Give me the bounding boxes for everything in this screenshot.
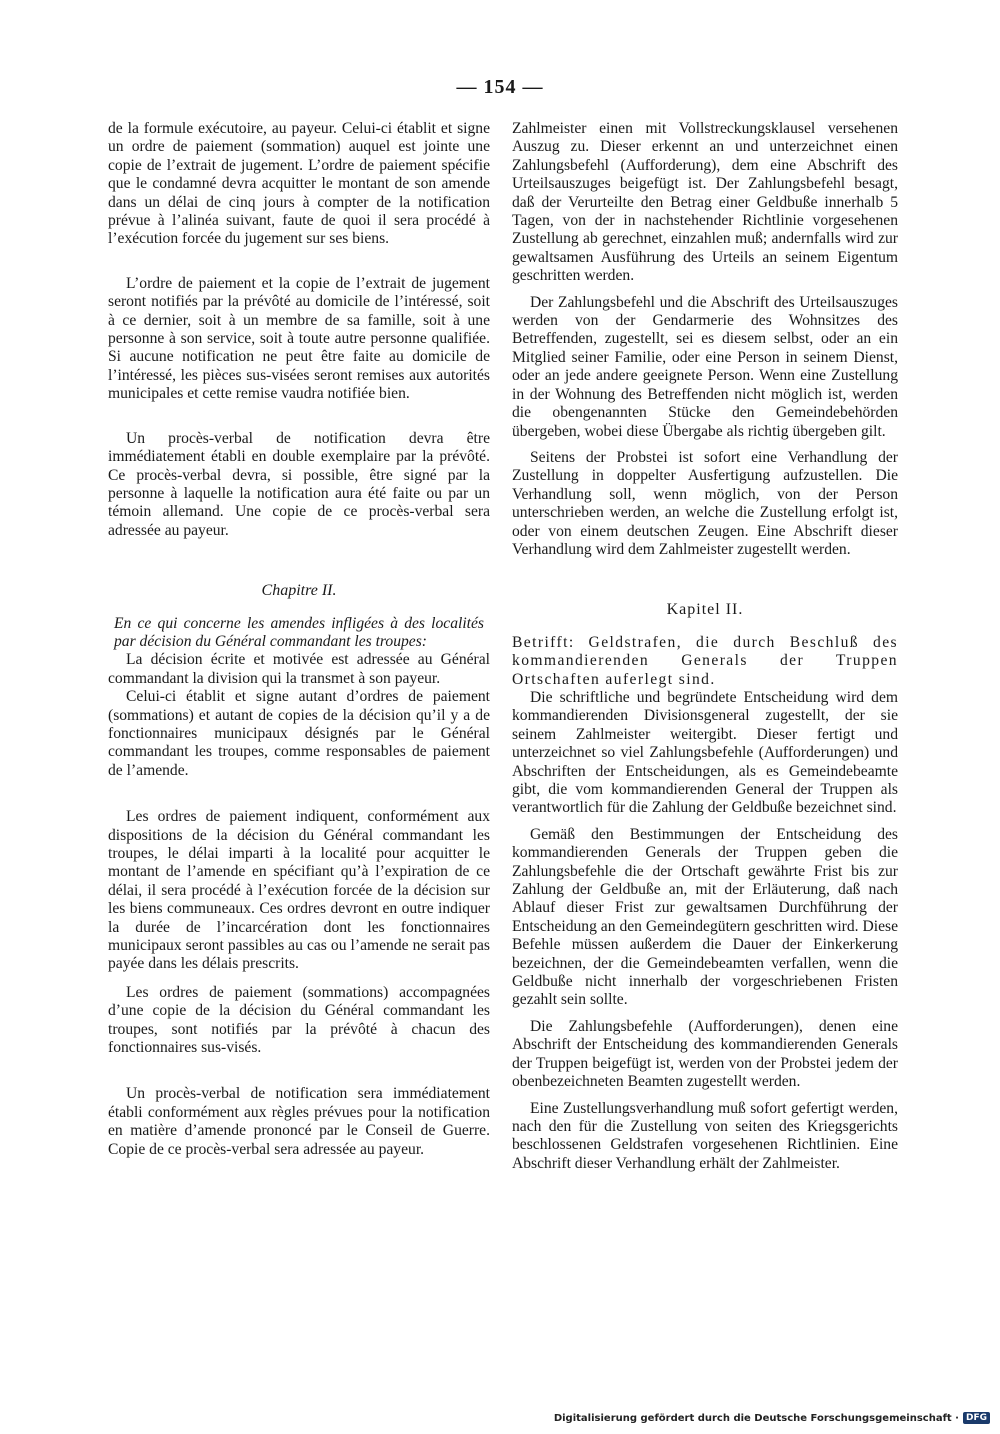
fr-chapter-paragraph-1: La décision écrite et motivée est adressée au Général commandant la division qui la transmet à son payeur. (108, 651, 490, 687)
de-chapter-paragraph-3: Die Zahlungsbefehle (Aufforderungen), denen eine Abschrift der Entscheidung des kommandierenden Generals der Truppen beigefügt ist, werden von der Probstei jedem der obenbezeichneten Beamten zugestellt werden. (512, 1017, 898, 1091)
de-chapter-title: Kapitel II. (666, 601, 744, 619)
french-column (108, 120, 490, 1159)
fr-chapter-paragraph-5: Un procès-verbal de notification sera immédiatement établi conformément aux règles prévues pour la notification en matière d’amende prononcé par le Conseil de Guerre. Copie de ce procès-verbal sera adressée au payeur. (108, 1085, 490, 1158)
de-paragraph-1: Zahlmeister einen mit Vollstreckungsklausel versehenen Auszug zu. Dieser erkennt an und unterzeichnet einen Zahlungsbefehl (Aufforderung), dem eine Abschrift des Urteilsauszuges beigefügt ist. Der Zahlungsbefehl besagt, daß der Verurteilte den Betrag einer Geldbuße innerhalb 5 Tagen, von der in nachstehender Richtlinie vorgesehenen Zustellung ab gerechnet, einzahlen muß; andernfalls wird zur gewaltsamen Ausführung des Urteils an seinem Eigentum geschritten werden. (512, 120, 898, 285)
digitization-footer (554, 1412, 990, 1424)
fr-chapter-paragraph-4: Les ordres de paiement (sommations) accompagnées d’une copie de la décision du Général commandant les troupes, sont notifiés par la prévôté à chacun des fonctionnaires sus-visés. (108, 983, 490, 1057)
fr-chapter-title: Chapitre II. (261, 582, 337, 600)
footer-credit-text: Digitalisierung gefördert durch die Deutsche Forschungsgemeinschaft · (553, 1412, 959, 1424)
fr-paragraph-1: de la formule exécutoire, au payeur. Celui-ci établit et signe un ordre de paiement (sommation) auquel est jointe une copie de l’extrait de jugement. L’ordre de paiement spécifie que le condamné devra acquitter le montant de son amende dans un délai de cinq jours à compter de la notification prévue à l’alinéa suivant, faute de quoi il sera procédé à l’exécution forcée du jugement sur ses biens. (108, 120, 490, 248)
de-paragraph-3: Seitens der Probstei ist sofort eine Verhandlung der Zustellung in doppelter Ausfertigung aufzustellen. Die Verhandlung soll, wenn möglich, von der Person unterschrieben werden, an welche die Zustellung erfolgt ist, oder von einem deutschen Zeugen. Eine Abschrift dieser Verhandlung wird dem Zahlmeister zugestellt werden. (512, 448, 898, 558)
fr-chapter-subtitle: En ce qui concerne les amendes infligées à des localités par décision du Général commandant les troupes: (114, 614, 484, 650)
fr-chapter-paragraph-2: Celui-ci établit et signe autant d’ordres de paiement (sommations) et autant de copies de la décision qu’il y a de fonctionnaires municipaux désignés par le Général commandant les troupes, comme responsables de paiement de l’amende. (108, 688, 490, 779)
de-paragraph-2: Der Zahlungsbefehl und die Abschrift des Urteilsauszuges werden von der Gendarmerie des Wohnsitzes des Betreffenden, zugestellt, sei es diesem selbst, oder an ein Mitglied seiner Familie, oder eine Person in seinem Dienst, oder an jede andere geeignete Person. Wenn eine Zustellung in der Wohnung des Betreffenden nicht möglich ist, werden die obengenannten Stücke den Gemeindebehörden übergeben, wobei diese Übergabe als richtig übergeben gilt. (512, 293, 898, 440)
fr-paragraph-3: Un procès-verbal de notification devra être immédiatement établi en double exemplaire par la prévôté. Ce procès-verbal devra, si possible, être signé par la personne à laquelle la notification aura été faite ou par un témoin allemand. Une copie de ce procès-verbal sera adressée au payeur. (108, 429, 490, 539)
de-chapter-paragraph-2: Gemäß den Bestimmungen der Entscheidung des kommandierenden Generals der Truppen geben die Zahlungsbefehle die der Ortschaft gewährte Frist bis zur Zahlung der Geldbuße an, mit der Erläuterung, daß nach Ablauf dieser Frist zur gewaltsamen Durchführung der Entscheidung an den Gemeindegütern geschritten wird. Diese Befehle müssen außerdem die Dauer der Einkerkerung bezeichnen, der die Gemeindebeamten verfallen, wenn die Geldbuße nicht innerhalb der vorgeschriebenen Fristen gezahlt sein sollte. (512, 825, 898, 1009)
german-column (512, 120, 898, 1173)
de-chapter-subtitle: Betrifft: Geldstrafen, die durch Beschluß des kommandierenden Generals der Truppen Ortschaften auferlegt sind. (512, 633, 898, 688)
page-number: — 154 — (456, 76, 544, 98)
de-chapter-paragraph-4: Eine Zustellungsverhandlung muß sofort gefertigt werden, nach den für die Zustellung von seiten des Kriegsgerichts beschlossenen Geldstrafen vorgesehenen Richtlinien. Eine Abschrift dieser Verhandlung erhält der Zahlmeister. (512, 1099, 898, 1172)
fr-chapter-paragraph-3: Les ordres de paiement indiquent, conformément aux dispositions de la décision du Général commandant les troupes, le délai imparti à la localité pour acquitter le montant de l’amende en spécifiant qu’à l’expiration de ce délai, il sera procédé à l’exécution forcée de la décision sur les biens communeaux. Ces ordres devront en outre indiquer la durée de l’incarcération dont les fonctionnaires municipaux seront passibles au cas ou l’amende ne serait pas payée dans les délais prescrits. (108, 808, 490, 973)
fr-paragraph-2: L’ordre de paiement et la copie de l’extrait de jugement seront notifiés par la prévôté au domicile de l’intéressé, soit à ce dernier, soit à un membre de sa famille, soit à une personne à son service, soit à toute autre personne qualifiée. Si aucune notification ne peut être faite au domicile de l’intéressé, les pièces sus-visées seront remises aux autorités municipales et cette remise vaudra notifiée bien. (108, 274, 490, 403)
dfg-logo: DFG (963, 1412, 990, 1424)
de-chapter-paragraph-1: Die schriftliche und begründete Entscheidung wird dem kommandierenden Divisionsgeneral zugestellt, der sie seinem Zahlmeister weitergibt. Dieser fertigt und unterzeichnet so viel Zahlungsbefehle (Aufforderungen) und Abschriften der Entscheidungen, als es Gemeindebeamte gibt, die vom kommandierenden General der Truppen als verantwortlich für die Zahlung der Geldbuße bezeichnet sind. (512, 688, 898, 817)
